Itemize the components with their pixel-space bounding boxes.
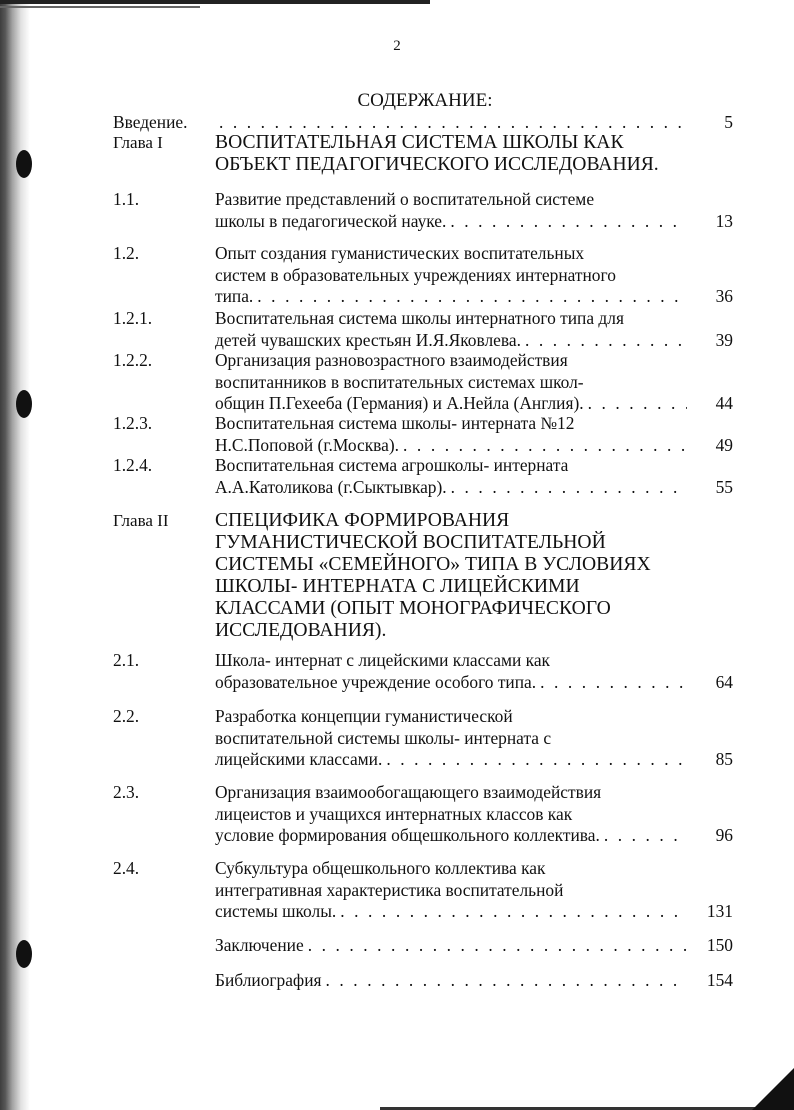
toc-entry-number: 1.2.3. — [113, 413, 153, 433]
toc-entry-number: 1.2.4. — [113, 455, 153, 475]
toc-entry-title-line: систем в образовательных учреждениях интернатного — [215, 264, 616, 285]
dot-leader — [340, 901, 687, 923]
toc-entry-title-line: школы в педагогической науке. — [215, 210, 447, 231]
scan-corner-mark — [752, 1068, 794, 1110]
toc-entry-title-line: Воспитательная система школы- интерната №12 — [215, 413, 575, 433]
toc-entry-title-line: СПЕЦИФИКА ФОРМИРОВАНИЯ — [215, 510, 510, 531]
toc-entry-title — [215, 706, 687, 771]
toc-entry-title — [215, 350, 687, 415]
toc-entry-title-line: Разработка концепции гуманистической — [215, 706, 513, 726]
toc-entry-page: 55 — [715, 476, 733, 497]
dot-leader — [540, 672, 687, 694]
toc-entry — [113, 413, 733, 456]
dot-leader — [257, 286, 687, 308]
toc-entry — [113, 350, 733, 415]
dot-leader — [450, 211, 687, 233]
toc-entry-title-line: системы школы. — [215, 901, 337, 921]
toc-chapter — [113, 132, 733, 176]
toc-entry-title-line: Воспитательная система агрошколы- интерната — [215, 455, 569, 475]
toc-entry-title — [215, 510, 687, 642]
toc-entry-title-line: Организация разновозрастного взаимодействия — [215, 350, 568, 370]
toc-entry-title — [215, 935, 687, 957]
toc-entry-title-line: Заключение — [215, 935, 304, 955]
dot-leader — [219, 112, 687, 134]
toc-entry-title-line: Опыт создания гуманистических воспитательных — [215, 243, 585, 263]
toc-entry-page: 150 — [706, 935, 733, 955]
toc-entry-title — [215, 112, 687, 134]
toc-entry — [113, 782, 733, 847]
toc-entry — [113, 970, 733, 992]
toc-entry-number: 1.2.2. — [113, 350, 153, 370]
dot-leader — [525, 330, 687, 352]
toc-entry — [113, 935, 733, 957]
toc-entry-title-line: лицеистов и учащихся интернатных классов как — [215, 803, 573, 824]
dot-leader — [308, 935, 687, 957]
toc-entry-page: 131 — [706, 901, 733, 921]
dot-leader — [604, 825, 687, 847]
toc-entry-number: 2.3. — [113, 782, 140, 802]
toc-entry-title-line: ВОСПИТАТЕЛЬНАЯ СИСТЕМА ШКОЛЫ КАК — [215, 132, 624, 153]
toc-entry-page: 96 — [715, 825, 733, 845]
toc-entry-number: Введение. — [113, 112, 188, 132]
toc-entry-page: 36 — [715, 286, 733, 306]
scan-top-border — [0, 0, 430, 4]
toc-entry-title-line: Н.С.Поповой (г.Москва). — [215, 434, 400, 455]
page-number: 2 — [393, 38, 401, 54]
toc-entry-title-line: воспитательной системы школы- интерната с — [215, 727, 552, 748]
toc-entry-number: Глава I — [113, 133, 163, 152]
binder-hole-mark — [16, 940, 32, 968]
toc-entry-title-line: детей чувашских крестьян И.Я.Яковлева. — [215, 329, 521, 350]
toc-entry-title-line: Воспитательная система школы интернатного типа для — [215, 308, 624, 328]
toc-entry-number: 1.1. — [113, 189, 140, 209]
toc-entry-title-line: ГУМАНИСТИЧЕСКОЙ ВОСПИТАТЕЛЬНОЙ — [215, 532, 606, 553]
toc-entry-title-line: СИСТЕМЫ «СЕМЕЙНОГО» ТИПА В УСЛОВИЯХ — [215, 554, 651, 575]
toc-entry-title — [215, 970, 687, 992]
toc-entry — [113, 858, 733, 923]
dot-leader — [386, 749, 687, 771]
toc-entry-title-line: общин П.Гехееба (Германия) и А.Нейла (Англия). — [215, 393, 584, 413]
toc-entry-page: 64 — [715, 671, 733, 692]
toc-entry-title-line: Организация взаимообогащающего взаимодействия — [215, 782, 602, 802]
toc-entry-page: 49 — [715, 434, 733, 455]
binder-hole-mark — [16, 150, 32, 178]
toc-entry — [113, 189, 733, 232]
dot-leader — [451, 477, 687, 499]
toc-entry-number: 1.2.1. — [113, 308, 153, 328]
toc-entry-page: 85 — [715, 749, 733, 769]
toc-entry-number: Глава II — [113, 511, 169, 530]
dot-leader — [403, 435, 687, 457]
toc-entry-title-line: лицейскими классами. — [215, 749, 383, 769]
toc-entry-number: 2.4. — [113, 858, 140, 878]
toc-entry-title-line: КЛАССАМИ (ОПЫТ МОНОГРАФИЧЕСКОГО — [215, 598, 611, 619]
toc-entry-page: 44 — [715, 393, 733, 413]
toc-entry-title — [215, 308, 687, 351]
toc-entry-title — [215, 858, 687, 923]
toc-entry-number: 2.2. — [113, 706, 140, 726]
toc-entry — [113, 308, 733, 351]
toc-entry-title — [215, 189, 687, 232]
toc-entry-title-line: образовательное учреждение особого типа. — [215, 671, 537, 692]
toc-entry-title — [215, 782, 687, 847]
toc-entry-title-line: Развитие представлений о воспитательной системе — [215, 189, 595, 209]
toc-entry-title-line: Школа- интернат с лицейскими классами как — [215, 650, 551, 670]
toc-entry-page: 13 — [715, 210, 733, 231]
toc-entry — [113, 706, 733, 771]
toc-entry-number: 1.2. — [113, 243, 140, 263]
toc-entry-title-line: Библиография — [215, 970, 322, 990]
toc-entry-title-line: ОБЪЕКТ ПЕДАГОГИЧЕСКОГО ИССЛЕДОВАНИЯ. — [215, 154, 659, 175]
toc-entry-title-line: ИССЛЕДОВАНИЯ). — [215, 620, 387, 641]
toc-entry-page: 5 — [724, 112, 733, 132]
toc-entry-title-line: ШКОЛЫ- ИНТЕРНАТА С ЛИЦЕЙСКИМИ — [215, 576, 580, 597]
toc-entry — [113, 112, 733, 134]
toc-entry-title-line: Субкультура общешкольного коллектива как — [215, 858, 546, 878]
binder-hole-mark — [16, 390, 32, 418]
toc-entry-title-line: типа. — [215, 286, 254, 306]
dot-leader — [326, 970, 687, 992]
toc-entry-title-line: условие формирования общешкольного коллектива. — [215, 825, 600, 845]
toc-entry-title-line: интегративная характеристика воспитательной — [215, 879, 564, 900]
toc-entry — [113, 243, 733, 308]
toc-entry-title — [215, 132, 687, 176]
dot-leader — [588, 393, 687, 415]
toc-entry-title — [215, 413, 687, 456]
toc-entry — [113, 455, 733, 498]
toc-entry — [113, 650, 733, 693]
toc-entry-page: 154 — [706, 970, 733, 990]
toc-entry-title — [215, 650, 687, 693]
toc-chapter — [113, 510, 733, 642]
toc-entry-title-line: воспитанников в воспитательных системах школ- — [215, 371, 584, 392]
toc-entry-number: 2.1. — [113, 650, 140, 670]
toc-entry-page: 39 — [715, 329, 733, 350]
toc-entry-title — [215, 455, 687, 498]
scan-top-border-thin — [0, 6, 200, 8]
page-title: СОДЕРЖАНИЕ: — [357, 90, 493, 111]
toc-entry-title — [215, 243, 687, 308]
toc-entry-title-line: А.А.Католикова (г.Сыктывкар). — [215, 476, 447, 497]
